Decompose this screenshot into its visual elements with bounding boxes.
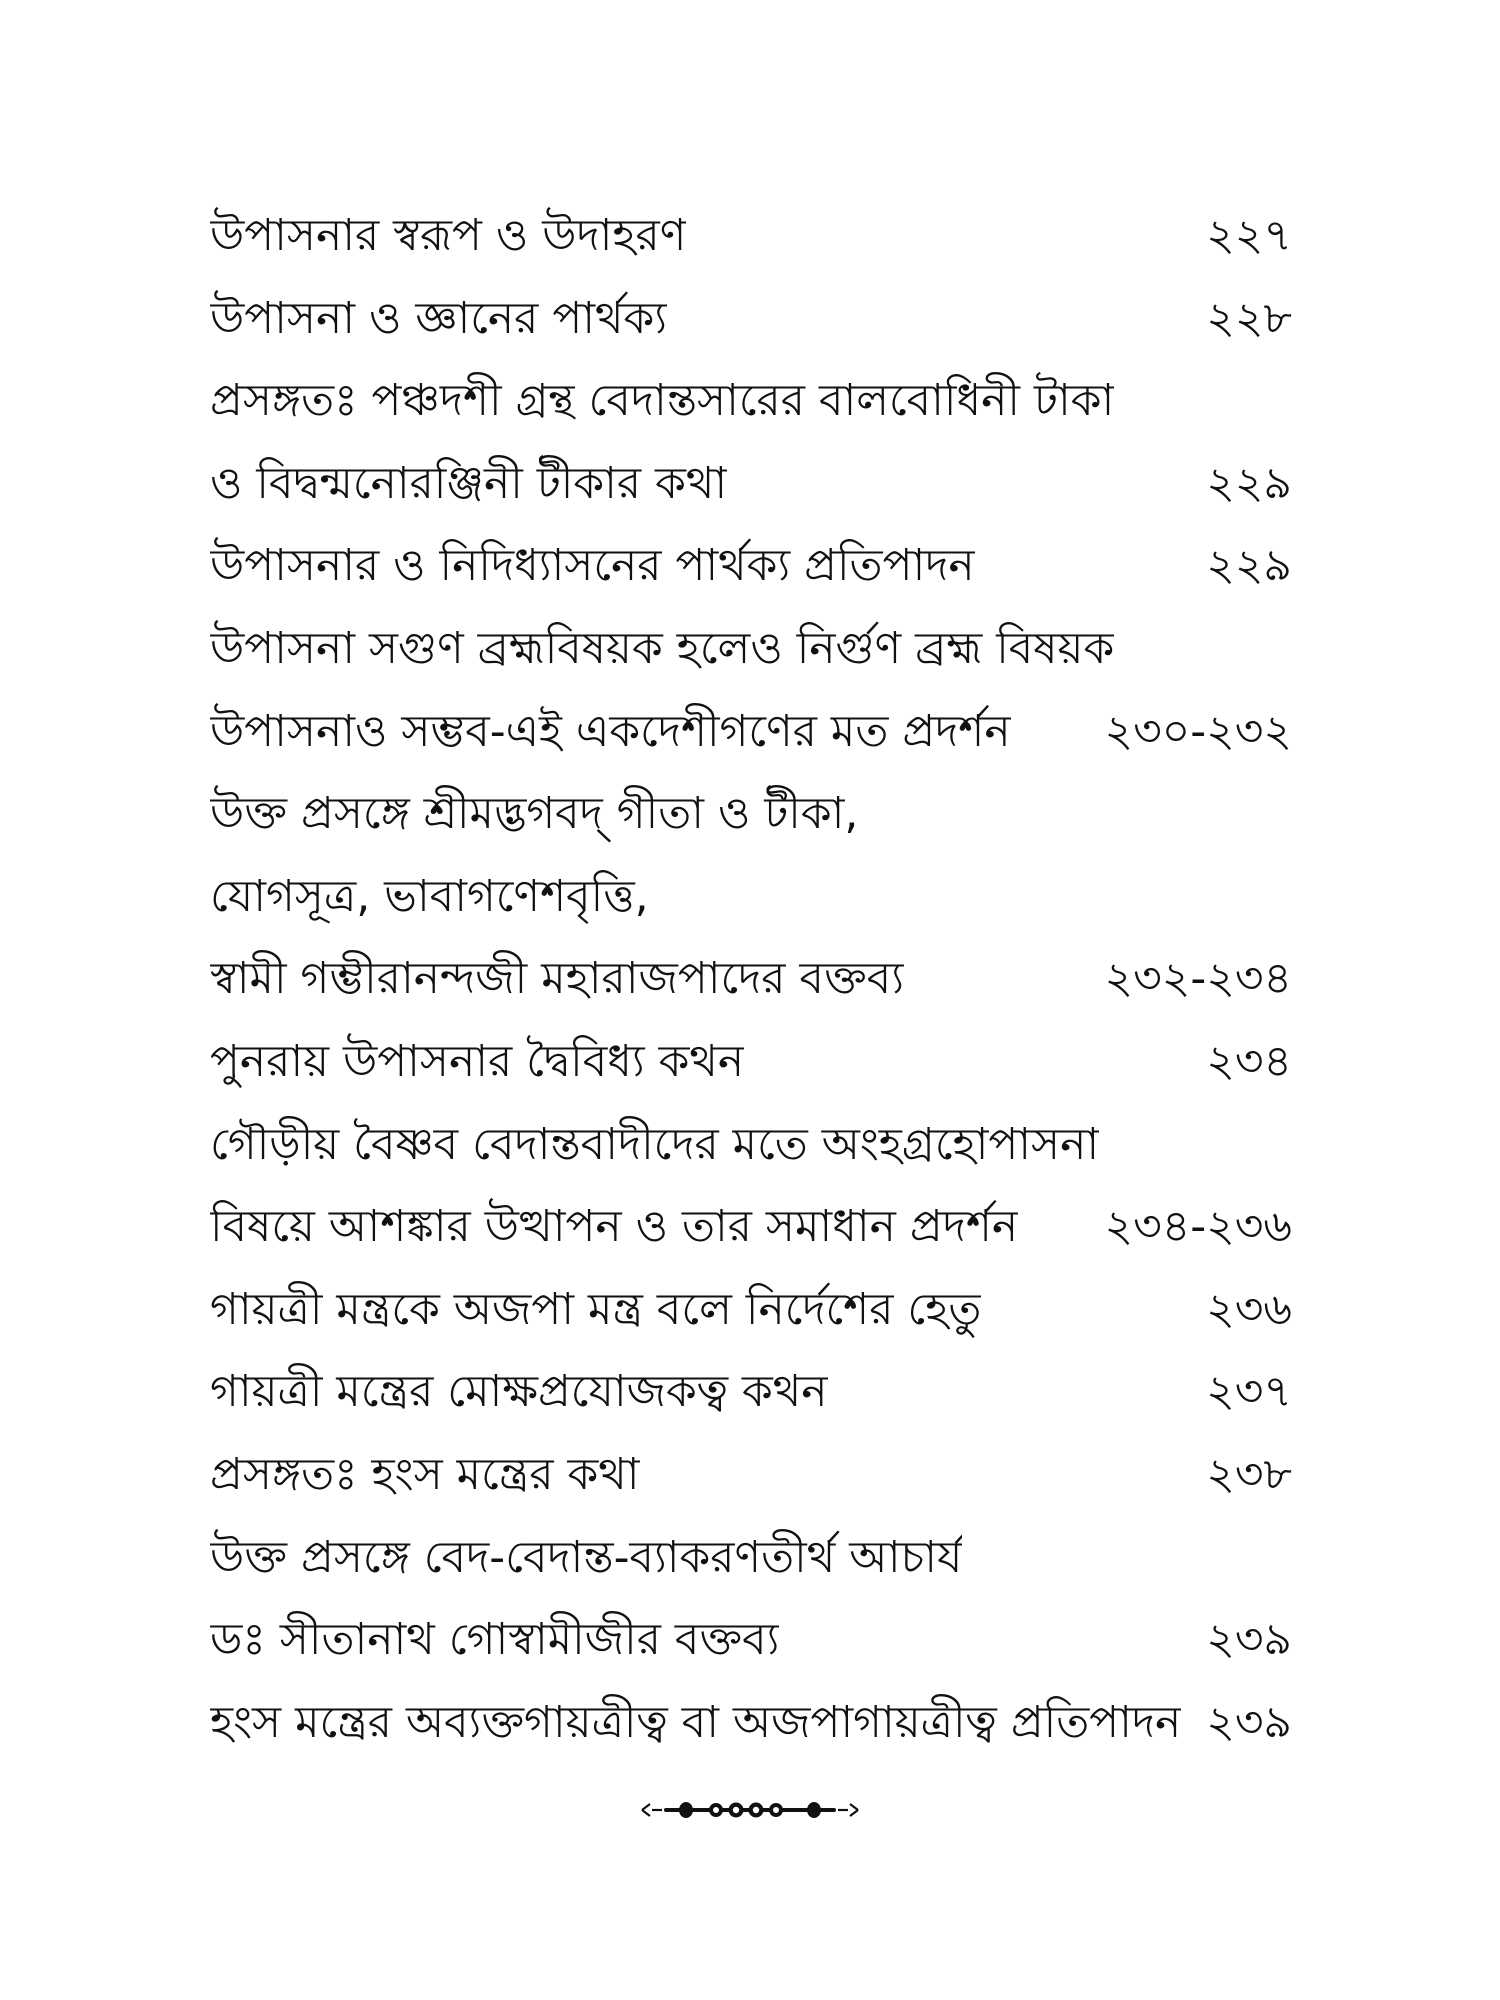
- toc-entry: [210, 360, 1292, 443]
- toc-entry-title: যোগসূত্র, ভাবাগণেশবৃত্তি,: [210, 870, 649, 922]
- toc-entry-page: ২৩৮: [1206, 1448, 1292, 1500]
- toc-entry-page: ২২৮: [1206, 292, 1292, 344]
- toc-entry: [210, 443, 1292, 526]
- toc-entry: [210, 1269, 1292, 1352]
- toc-entry-page: ২৩২-২৩৪: [1104, 953, 1292, 1005]
- toc-entry-page: ২২৯: [1206, 457, 1292, 509]
- toc-entry: [210, 938, 1292, 1021]
- toc-entry-page: ২২৭: [1206, 210, 1292, 261]
- decorative-divider-icon: [640, 1797, 860, 1823]
- toc-entry-title: উপাসনা ও জ্ঞানের পার্থক্য: [210, 292, 668, 344]
- toc-entry-title: উপাসনার স্বরূপ ও উদাহরণ: [210, 210, 687, 261]
- toc-entry-title: উক্ত প্রসঙ্গে শ্রীমদ্ভগবদ্ গীতা ও টীকা,: [210, 788, 859, 840]
- toc-entry: [210, 525, 1292, 608]
- toc-entry-title: হংস মন্ত্রের অব্যক্তগায়ত্রীত্ব বা অজপাগায়ত্রীত্ব প্রতিপাদন: [210, 1696, 1182, 1748]
- toc-entry-title: ডঃ সীতানাথ গোস্বামীজীর বক্তব্য: [210, 1614, 780, 1666]
- toc-entry-title: বিষয়ে আশঙ্কার উত্থাপন ও তার সমাধান প্রদর্শন: [210, 1201, 1019, 1253]
- toc-entry-title: গায়ত্রী মন্ত্রকে অজপা মন্ত্র বলে নির্দেশের হেতু: [210, 1283, 982, 1335]
- toc-entry-title: ও বিদ্বন্মনোরঞ্জিনী টীকার কথা: [210, 457, 728, 509]
- toc-entry: [210, 1104, 1292, 1187]
- toc-entry: [210, 773, 1292, 856]
- toc-entry: [210, 1434, 1292, 1517]
- toc-entry: [210, 195, 1292, 278]
- toc-entry: [210, 691, 1292, 774]
- toc-entry-page: ২২৯: [1206, 540, 1292, 592]
- toc-entry: [210, 856, 1292, 939]
- toc-entry-title: গৌড়ীয় বৈষ্ণব বেদান্তবাদীদের মতে অংহগ্রহোপাসনা: [210, 1118, 1100, 1170]
- toc-entry-title: পুনরায় উপাসনার দ্বৈবিধ্য কথন: [210, 1035, 745, 1087]
- toc-entry-page: ২৩০-২৩২: [1104, 705, 1292, 757]
- toc-entry: [210, 1599, 1292, 1682]
- toc-entry: [210, 1517, 1292, 1600]
- toc-entry-page: ২৩৯: [1206, 1614, 1292, 1666]
- toc-entry: [210, 278, 1292, 361]
- table-of-contents: [210, 195, 1292, 1764]
- toc-entry-title: উপাসনাও সম্ভব-এই একদেশীগণের মত প্রদর্শন: [210, 705, 1011, 757]
- toc-entry: [210, 1351, 1292, 1434]
- toc-entry-title: উক্ত প্রসঙ্গে বেদ-বেদান্ত-ব্যাকরণতীর্থ আচার্য: [210, 1531, 963, 1583]
- toc-entry-title: প্রসঙ্গতঃ পঞ্চদশী গ্রন্থ বেদান্তসারের বালবোধিনী টাকা: [210, 375, 1115, 427]
- toc-entry-page: ২৩৭: [1206, 1366, 1292, 1418]
- toc-entry-title: স্বামী গম্ভীরানন্দজী মহারাজপাদের বক্তব্য: [210, 953, 904, 1005]
- toc-entry-page: ২৩৬: [1206, 1283, 1292, 1335]
- toc-entry-page: ২৩৯: [1206, 1696, 1292, 1748]
- toc-entry-title: উপাসনা সগুণ ব্রহ্মবিষয়ক হলেও নির্গুণ ব্রহ্ম বিষয়ক: [210, 622, 1115, 674]
- toc-entry: [210, 608, 1292, 691]
- toc-entry-page: ২৩৪-২৩৬: [1104, 1201, 1292, 1253]
- toc-entry-page: ২৩৪: [1206, 1035, 1292, 1087]
- toc-entry: [210, 1021, 1292, 1104]
- toc-entry-title: উপাসনার ও নিদিধ্যাসনের পার্থক্য প্রতিপাদন: [210, 540, 975, 592]
- toc-entry: [210, 1186, 1292, 1269]
- toc-entry-title: গায়ত্রী মন্ত্রের মোক্ষপ্রযোজকত্ব কথন: [210, 1366, 828, 1418]
- toc-entry: [210, 1682, 1292, 1765]
- toc-entry-title: প্রসঙ্গতঃ হংস মন্ত্রের কথা: [210, 1448, 640, 1500]
